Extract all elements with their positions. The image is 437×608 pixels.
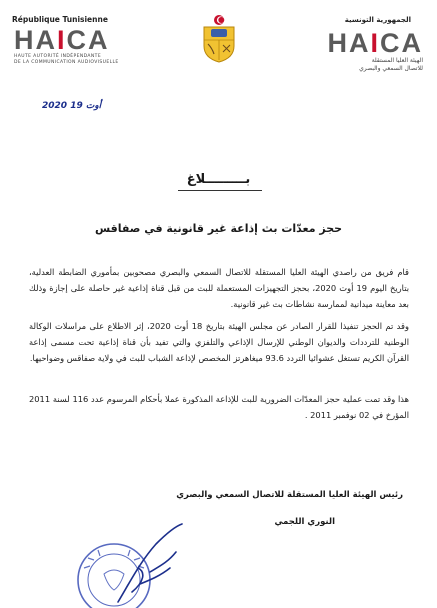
authority-name-ar-line2: للاتصال السمعي والبصري [359,65,423,73]
body-paragraph-1: قام فريق من راصدي الهيئة العليا المستقلة للاتصال السمعي والبصري مصحوبين بمأموري الضابطة العدلية، بتاريخ اليوم 19 أوت 2020، بحجز التجهيزات المستعملة للبث من قبل قناة إذاعية غير حاصلة على إجازة وذلك بعد معاينة ميدانية لممارسة نشاطات بث غير قانونية. [29,267,410,309]
body-paragraph-2: وقد تم الحجز تنفيذا للقرار الصادر عن مجلس الهيئة بتاريخ 18 أوت 2020، إثر الاطلاع على مراسلات الوكالة الوطنية للترددات والديوان الوطني للإرسال الإذاعي والتلفزي والتي تفيد بأن قناة إذاعية تحت مسمى إذاعة القرآن الكريم تستغل عشوائيا التردد 93.6 ميغاهرتز المخصص لإذاعة الشباب للبث في ولاية صفاقس وضواحيها. [29,321,410,363]
haica-wordmark-left: HAICA [14,25,110,55]
document-date: 2020 أوت 19 [42,101,102,111]
republic-label-fr: République Tunisienne [12,15,108,24]
document-title: بـــــــــلاغ [186,172,251,187]
haica-wordmark-right: HAICA [327,28,423,58]
signatory-title: رئيس الهيئة العليا المستقلة للاتصال السمعي والبصري [176,490,403,500]
document-subtitle: حجز معدّات بث إذاعة غير قانونية في صفاقس [94,222,343,235]
authority-name-fr-line2: DE LA COMMUNICATION AUDIOVISUELLE [14,60,119,66]
republic-label-ar: الجمهورية التونسية [344,16,411,24]
title-underline [178,190,262,191]
body-paragraph-3: هذا وقد تمت عملية حجز المعدّات الضرورية للبث للإذاعة المذكورة عملا بأحكام المرسوم عدد 116 لسنة 2011 المؤرخ في 02 نوفمبر 2011 . [29,394,409,420]
authority-name-fr-line1: HAUTE AUTORITÉ INDÉPENDANTE [14,54,102,59]
haica-logo-right [327,30,423,73]
tunisia-coat-of-arms-icon [198,14,240,64]
signatory-name: النوري اللجمي [274,517,335,527]
haica-logo-left [14,27,119,66]
authority-name-ar-line1: الهيئة العليا المستقلة [371,57,423,64]
handwritten-signature-icon [110,522,190,608]
